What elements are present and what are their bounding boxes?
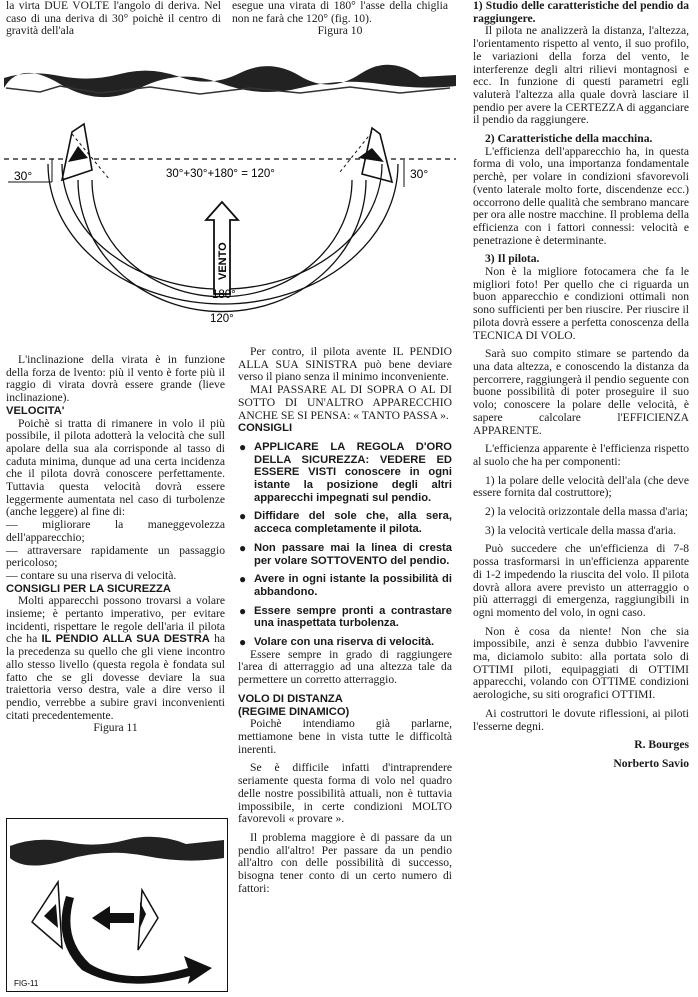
col1-paragraph-3 (6, 595, 225, 722)
heading-caratteristiche-macchina: 2) Caratteristiche della macchina. (485, 132, 653, 146)
col1-paragraph-2: Poichè si tratta di rimanere in volo il più possibile, il pilota adotterà la velocità che sull apolare della sua ala corrisponde al tasso di caduta minima, dunque ad una certa incidenza che il pilota dovrà conoscere perfettamente. Tuttavia questa velocità dovrà essere leggermente aumentata nel caso di turbolenze (anche leggere) al fine di: (6, 416, 225, 519)
col1-dash-list (6, 519, 225, 583)
col3-paragraph-8: 3) la velocità verticale della massa d'aria. (485, 523, 677, 537)
col1-paragraph-1: L'inclinazione della virata è in funzione della forza de lvento: più il vento è forte più il raggio di virata dovrà essere grande (lieve inclinazione). (6, 353, 225, 405)
col2-paragraph-4: Poichè intendiamo già parlarne, mettiamone bene in vista tutte le difficoltà inerenti. (238, 717, 452, 756)
col3-paragraph-1: Il pilota ne analizzerà la distanza, l'altezza, l'orientamento rispetto al vento, il suo profilo, le variazioni della forza del vento, le interferenze degli altri rilievi montagnosi e ecc. In funzione di questi parametri egli valuterà l'altezza alla quale dovrà lasciare il pendio per avere la CERTEZZA di agganciare il pendio da raggiungere. (473, 24, 689, 127)
consiglio-item: ● Volare con una riserva di velocità. (239, 635, 435, 650)
col3-paragraph-7: 2) la velocità orizzontale della massa d'aria; (485, 505, 688, 519)
col3-paragraph-5: L'efficienza apparente è l'efficienza rispetto al suolo che ha per componenti: (473, 442, 689, 468)
heading-volo-distanza: VOLO DI DISTANZA (238, 692, 343, 705)
col3-paragraph-6: 1) la polare delle velocità dell'ala (che deve essere fornita dal costruttore); (473, 473, 689, 500)
fig10-formula: 30°+30°+180° = 120° (166, 168, 275, 180)
figure-11-diagram (6, 818, 228, 992)
consiglio-item: ● APPLICARE LA REGOLA D'ORO DELLA SICUREZZA: VEDERE ED ESSERE VISTI conoscere in ogni istante la posizione degli altri apparecchi impegnati sul pendio. (239, 439, 452, 504)
consigli-list (238, 441, 452, 649)
col3-paragraph-11: Ai costruttori le dovute riflessioni, ai piloti l'esserne degni. (473, 706, 689, 733)
figure-11-caption: Figura 11 (93, 721, 138, 735)
fig11-label: FIG-11 (14, 979, 39, 988)
bullet-icon: ● (239, 439, 247, 454)
bullet-icon: ● (239, 540, 247, 555)
consiglio-item: ● Non passare mai la linea di cresta per volare SOTTOVENTO del pendio. (239, 540, 452, 567)
col1-p3-part-c: ha la precedenza su quello che gli viene incontro allo stesso livello (questa regola è fondata sul fatto che se gli dovesse deviare la sua traiettoria verso destra, vale a dire verso il pendio, verrebbe a subire gravi inconvenienti citati precedentemente. (6, 632, 226, 722)
col3-paragraph-9: Può succedere che un'efficienza di 7-8 possa trasformarsi in un'efficienza apparente di 1-2 impedendo la riuscita del volo. Il pilota dovrà allora avere previsto un atterraggio o più atterraggi di emergenza, raggiungibili in ogni momento del volo, in ogni caso. (473, 542, 689, 619)
col3-paragraph-3: Non è la migliore fotocamera che fa le migliori foto! Per quello che ci riguarda un buon apparecchio e condizioni ottimali non sono sufficienti per ben riuscire. Per riuscire il pilota dovrà essere a perfetta conoscenza della TECNICA DI VOLO. (473, 265, 689, 342)
col1-dash-item: — contare su una riserva di velocità. (6, 568, 177, 582)
figure-10-diagram (0, 62, 458, 354)
bullet-icon: ● (239, 572, 247, 587)
col1-dash-item: — migliorare la maneggevolezza dell'apparecchio; (6, 518, 225, 544)
col1-dash-item: — attraversare rapidamente un passaggio pericoloso; (6, 543, 225, 570)
fig10-arc-120: 120° (210, 313, 234, 325)
signature-savio: Norberto Savio (613, 756, 689, 770)
fig10-left-angle: 30° (14, 169, 33, 183)
fig10-arc-180: 180° (212, 289, 236, 301)
bullet-icon: ● (239, 635, 247, 650)
col2-paragraph-2: MAI PASSARE AL DI SOPRA O AL DI SOTTO DI UN'ALTRO APPARECCHIO ANCHE SE SI PENSA: « TANTO PASSA ». (238, 383, 452, 422)
column-middle (238, 346, 452, 895)
col1-p3-emphasis: IL PENDIO ALLA SUA DESTRA (41, 633, 210, 646)
col3-paragraph-4: Sarà suo compito stimare se partendo da una data altezza, e conoscendo la distanza da percorrere, raggiungerà il pendio seguente con buone possibilità di poter proseguire il suo volo; conoscere la polare delle velocità, è sapere calcolare l'EFFICIENZA APPARENTE. (473, 347, 689, 437)
fig10-wind-label: VENTO (217, 242, 229, 280)
bullet-icon: ● (239, 603, 247, 618)
column-right (473, 0, 689, 771)
heading-consigli-sicurezza: CONSIGLI PER LA SICUREZZA (6, 582, 171, 595)
column-left (6, 354, 225, 735)
top-middle-paragraph: esegue una virata di 180° l'asse della chiglia non ne farà che 120° (fig. 10). (232, 0, 448, 25)
top-middle-text (232, 0, 448, 38)
col3-paragraph-10: Non è cosa da niente! Non che sia impossibile, anzi è senza dubbio l'avvenire ma, diciamolo subito: alla portata solo di OTTIMI piloti, equipaggiati di OTTIMI apparecchi, volando con OTTIME condizioni aerologiche, su siti orografici OTTIMI. (473, 624, 689, 702)
consiglio-item: ● Diffidare del sole che, alla sera, acceca completamente il pilota. (239, 509, 452, 536)
col2-p1-part-a: Per contro, il pilota avente (250, 345, 387, 358)
bullet-icon: ● (239, 509, 247, 524)
heading-il-pilota: 3) Il pilota. (485, 252, 540, 266)
col2-p1-part-c: può bene deviare verso il piano senza il minimo inconveniente. (238, 357, 452, 384)
top-left-text (6, 0, 221, 38)
col2-paragraph-3: Essere sempre in grado di raggiungere l'area di atterraggio ad una altezza tale da permettere un corretto atterraggio. (238, 647, 452, 687)
heading-velocita: VELOCITA' (6, 404, 65, 417)
col2-paragraph-5: Se è difficile infatti d'intraprendere seriamente questa forma di volo nel quadro delle nostre possibilità attuali, non è tuttavia impossibile, in certe condizioni MOLTO favorevoli « provare ». (238, 761, 452, 826)
heading-studio-pendio: 1) Studio delle caratteristiche del pendio da raggiungere. (473, 0, 689, 25)
col2-paragraph-6: Il problema maggiore è di passare da un pendio all'altro! Per passare da un pendio all'altro con delle possibilità di successo, bisogna tener conto di un certo numero di fattori: (238, 830, 452, 895)
consiglio-item: ● Avere in ogni istante la possibilità di abbandono. (239, 572, 452, 598)
heading-regime-dinamico: (REGIME DINAMICO) (238, 705, 350, 718)
col2-p1-emphasis: IL PENDIO ALLA SUA SINISTRA (238, 345, 453, 371)
heading-consigli: CONSIGLI (238, 422, 293, 435)
top-left-paragraph: la virta DUE VOLTE l'angolo di deriva. Nel caso di una deriva di 30° poichè il centro di gravità dell'ala (6, 0, 221, 38)
signature-bourges: R. Bourges (634, 738, 689, 752)
col3-paragraph-2: L'efficienza dell'apparecchio ha, in questa forma di volo, una importanza fondamentale perchè, per volare in condizioni sfavorevoli (vento laterale molto forte, discendenze ecc.) occorrono delle qualità che sembrano mancare per ora alle nostre macchine. Il problema della efficienza con i fattori connessi: velocità e penetrazione è determinante. (473, 144, 689, 247)
consiglio-item: ● Essere sempre pronti a contrastare una inaspettata turbolenza. (239, 603, 452, 630)
col2-paragraph-1 (238, 346, 452, 384)
fig10-right-angle: 30° (410, 167, 429, 181)
col1-p3-part-a: Molti apparecchi possono trovarsi a volare insieme; è pertanto imperativo, per evitare incidenti, rispettare le regole dell'aria il pilota che ha (6, 594, 225, 646)
figure-10-caption: Figura 10 (317, 24, 363, 38)
